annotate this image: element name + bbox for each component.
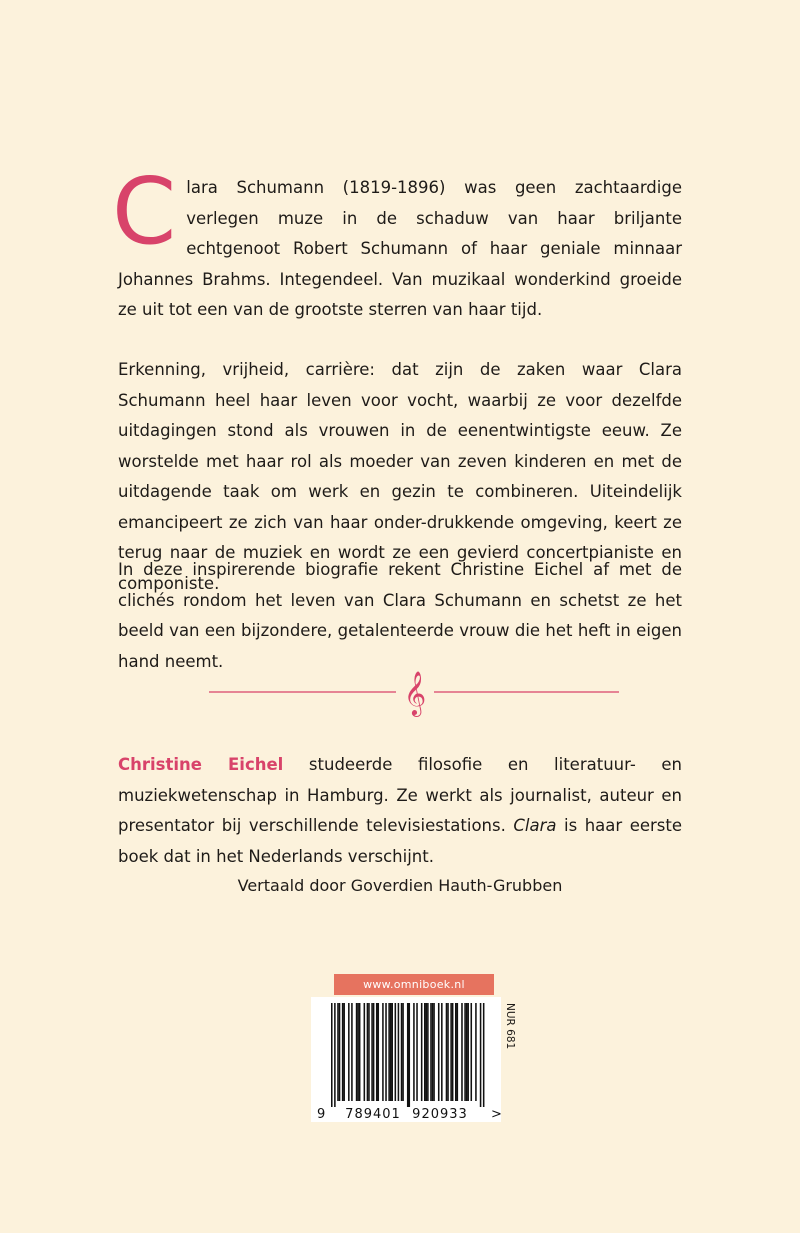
barcode-quiet-zone-marker: > bbox=[491, 1107, 501, 1122]
barcode-area bbox=[311, 997, 501, 1122]
barcode-bar bbox=[388, 1003, 390, 1101]
body-paragraph-3: In deze inspirerende biografie rekent Christine Eichel af met de clichés rondom het leven van Clara Schumann en schetst ze het beeld van een bijzondere, getalenteerde vrouw die het heft in eigen hand neemt. bbox=[118, 560, 682, 671]
ornamental-divider bbox=[209, 664, 619, 720]
barcode-bar bbox=[413, 1003, 415, 1101]
barcode-bar bbox=[461, 1003, 463, 1101]
barcode-bar bbox=[480, 1003, 482, 1107]
barcode-bar bbox=[357, 1003, 359, 1101]
barcode-bar bbox=[471, 1003, 473, 1101]
barcode-bar bbox=[373, 1003, 375, 1101]
barcode-bar bbox=[457, 1003, 459, 1101]
barcode-bar bbox=[409, 1003, 411, 1107]
barcode-bar bbox=[402, 1003, 404, 1101]
nur-code-text: NUR 681 bbox=[504, 1003, 516, 1050]
barcode-bar bbox=[452, 1003, 454, 1101]
barcode-bars bbox=[331, 1003, 484, 1107]
nur-code bbox=[505, 1003, 519, 1083]
barcode-bar bbox=[416, 1003, 418, 1101]
barcode-bar bbox=[424, 1003, 426, 1101]
barcode-bar bbox=[398, 1003, 400, 1101]
barcode-bar bbox=[359, 1003, 361, 1101]
barcode-bar bbox=[390, 1003, 392, 1101]
barcode-bar bbox=[421, 1003, 423, 1101]
barcode-bar bbox=[364, 1003, 366, 1101]
author-bio bbox=[118, 750, 682, 872]
barcode-bar bbox=[356, 1003, 358, 1101]
barcode-bar bbox=[391, 1003, 393, 1101]
barcode-bar bbox=[376, 1003, 378, 1101]
translator-credit: Vertaald door Goverdien Hauth-Grubben bbox=[237, 876, 563, 895]
barcode-bar bbox=[455, 1003, 457, 1101]
barcode-bar bbox=[371, 1003, 373, 1101]
barcode-bar bbox=[351, 1003, 353, 1101]
barcode-bar bbox=[348, 1003, 350, 1101]
treble-clef-icon: 𝄞 bbox=[403, 671, 427, 715]
barcode-bar bbox=[433, 1003, 435, 1101]
isbn-barcode bbox=[311, 997, 501, 1122]
barcode-bar bbox=[407, 1003, 409, 1107]
barcode-bar bbox=[368, 1003, 370, 1101]
barcode-bar bbox=[367, 1003, 369, 1101]
barcode-bar bbox=[466, 1003, 468, 1101]
barcode-bar bbox=[378, 1003, 380, 1101]
book-title-italic: Clara bbox=[513, 816, 557, 835]
barcode-bar bbox=[401, 1003, 403, 1101]
barcode-bar bbox=[334, 1003, 336, 1107]
barcode-bar bbox=[331, 1003, 333, 1107]
barcode-bar bbox=[447, 1003, 449, 1101]
author-name: Christine Eichel bbox=[118, 755, 284, 774]
barcode-bar bbox=[483, 1003, 485, 1107]
barcode-bar bbox=[343, 1003, 345, 1101]
author-bio-text-a: studeerde filosofie en literatuur- en muziekwetenschap in Hamburg. Ze werkt als journalist, auteur en presentator bij verschillende televisiestations. bbox=[118, 755, 682, 835]
barcode-bar bbox=[430, 1003, 432, 1101]
intro-text: lara Schumann (1819-1896) was geen zachtaardige verlegen muze in de schaduw van haar briljante echtgenoot Robert Schumann of haar geniale minnaar Johannes Brahms. Integendeel. Van muzikaal wonderkind groeide ze uit tot een van de grootste sterren van haar tijd. bbox=[118, 178, 682, 319]
barcode-bar bbox=[438, 1003, 440, 1101]
barcode-bar bbox=[337, 1003, 339, 1101]
barcode-bar bbox=[342, 1003, 344, 1101]
barcode-bar bbox=[427, 1003, 429, 1101]
barcode-bar bbox=[426, 1003, 428, 1101]
barcode-bar bbox=[382, 1003, 384, 1101]
barcode-bar bbox=[450, 1003, 452, 1101]
barcode-bar bbox=[395, 1003, 397, 1101]
author-bio-text-b: is haar eerste boek dat in het Nederlands verschijnt. bbox=[118, 816, 682, 866]
barcode-bar bbox=[441, 1003, 443, 1101]
barcode-bar bbox=[475, 1003, 477, 1101]
barcode-bar bbox=[339, 1003, 341, 1101]
publisher-url[interactable]: www.omniboek.nl bbox=[334, 974, 494, 995]
barcode-bar bbox=[432, 1003, 434, 1101]
barcode-bar bbox=[385, 1003, 387, 1101]
drop-cap: C bbox=[112, 158, 177, 265]
barcode-digit-lead: 9 bbox=[317, 1107, 326, 1122]
barcode-bar bbox=[467, 1003, 469, 1101]
body-paragraph-2: Erkenning, vrijheid, carrière: dat zijn de zaken waar Clara Schumann heel haar leven voor vocht, waarbij ze voor dezelfde uitdagingen stond als vrouwen in de eenentwintigste eeuw. Ze worstelde met haar rol als moeder van zeven kinderen en met de uitdagende taak om werk en gezin te combineren. Uiteindelijk emancipeert ze zich van haar onder-drukkende omgeving, keert ze terug naar de muziek en wordt ze een gevierd concertpianiste en componiste. bbox=[118, 360, 682, 593]
barcode-bar bbox=[464, 1003, 466, 1101]
barcode-bar bbox=[446, 1003, 448, 1101]
barcode-digits-left: 789401 bbox=[345, 1107, 401, 1122]
intro-paragraph bbox=[112, 158, 682, 326]
barcode-digits-right: 920933 bbox=[412, 1107, 468, 1122]
